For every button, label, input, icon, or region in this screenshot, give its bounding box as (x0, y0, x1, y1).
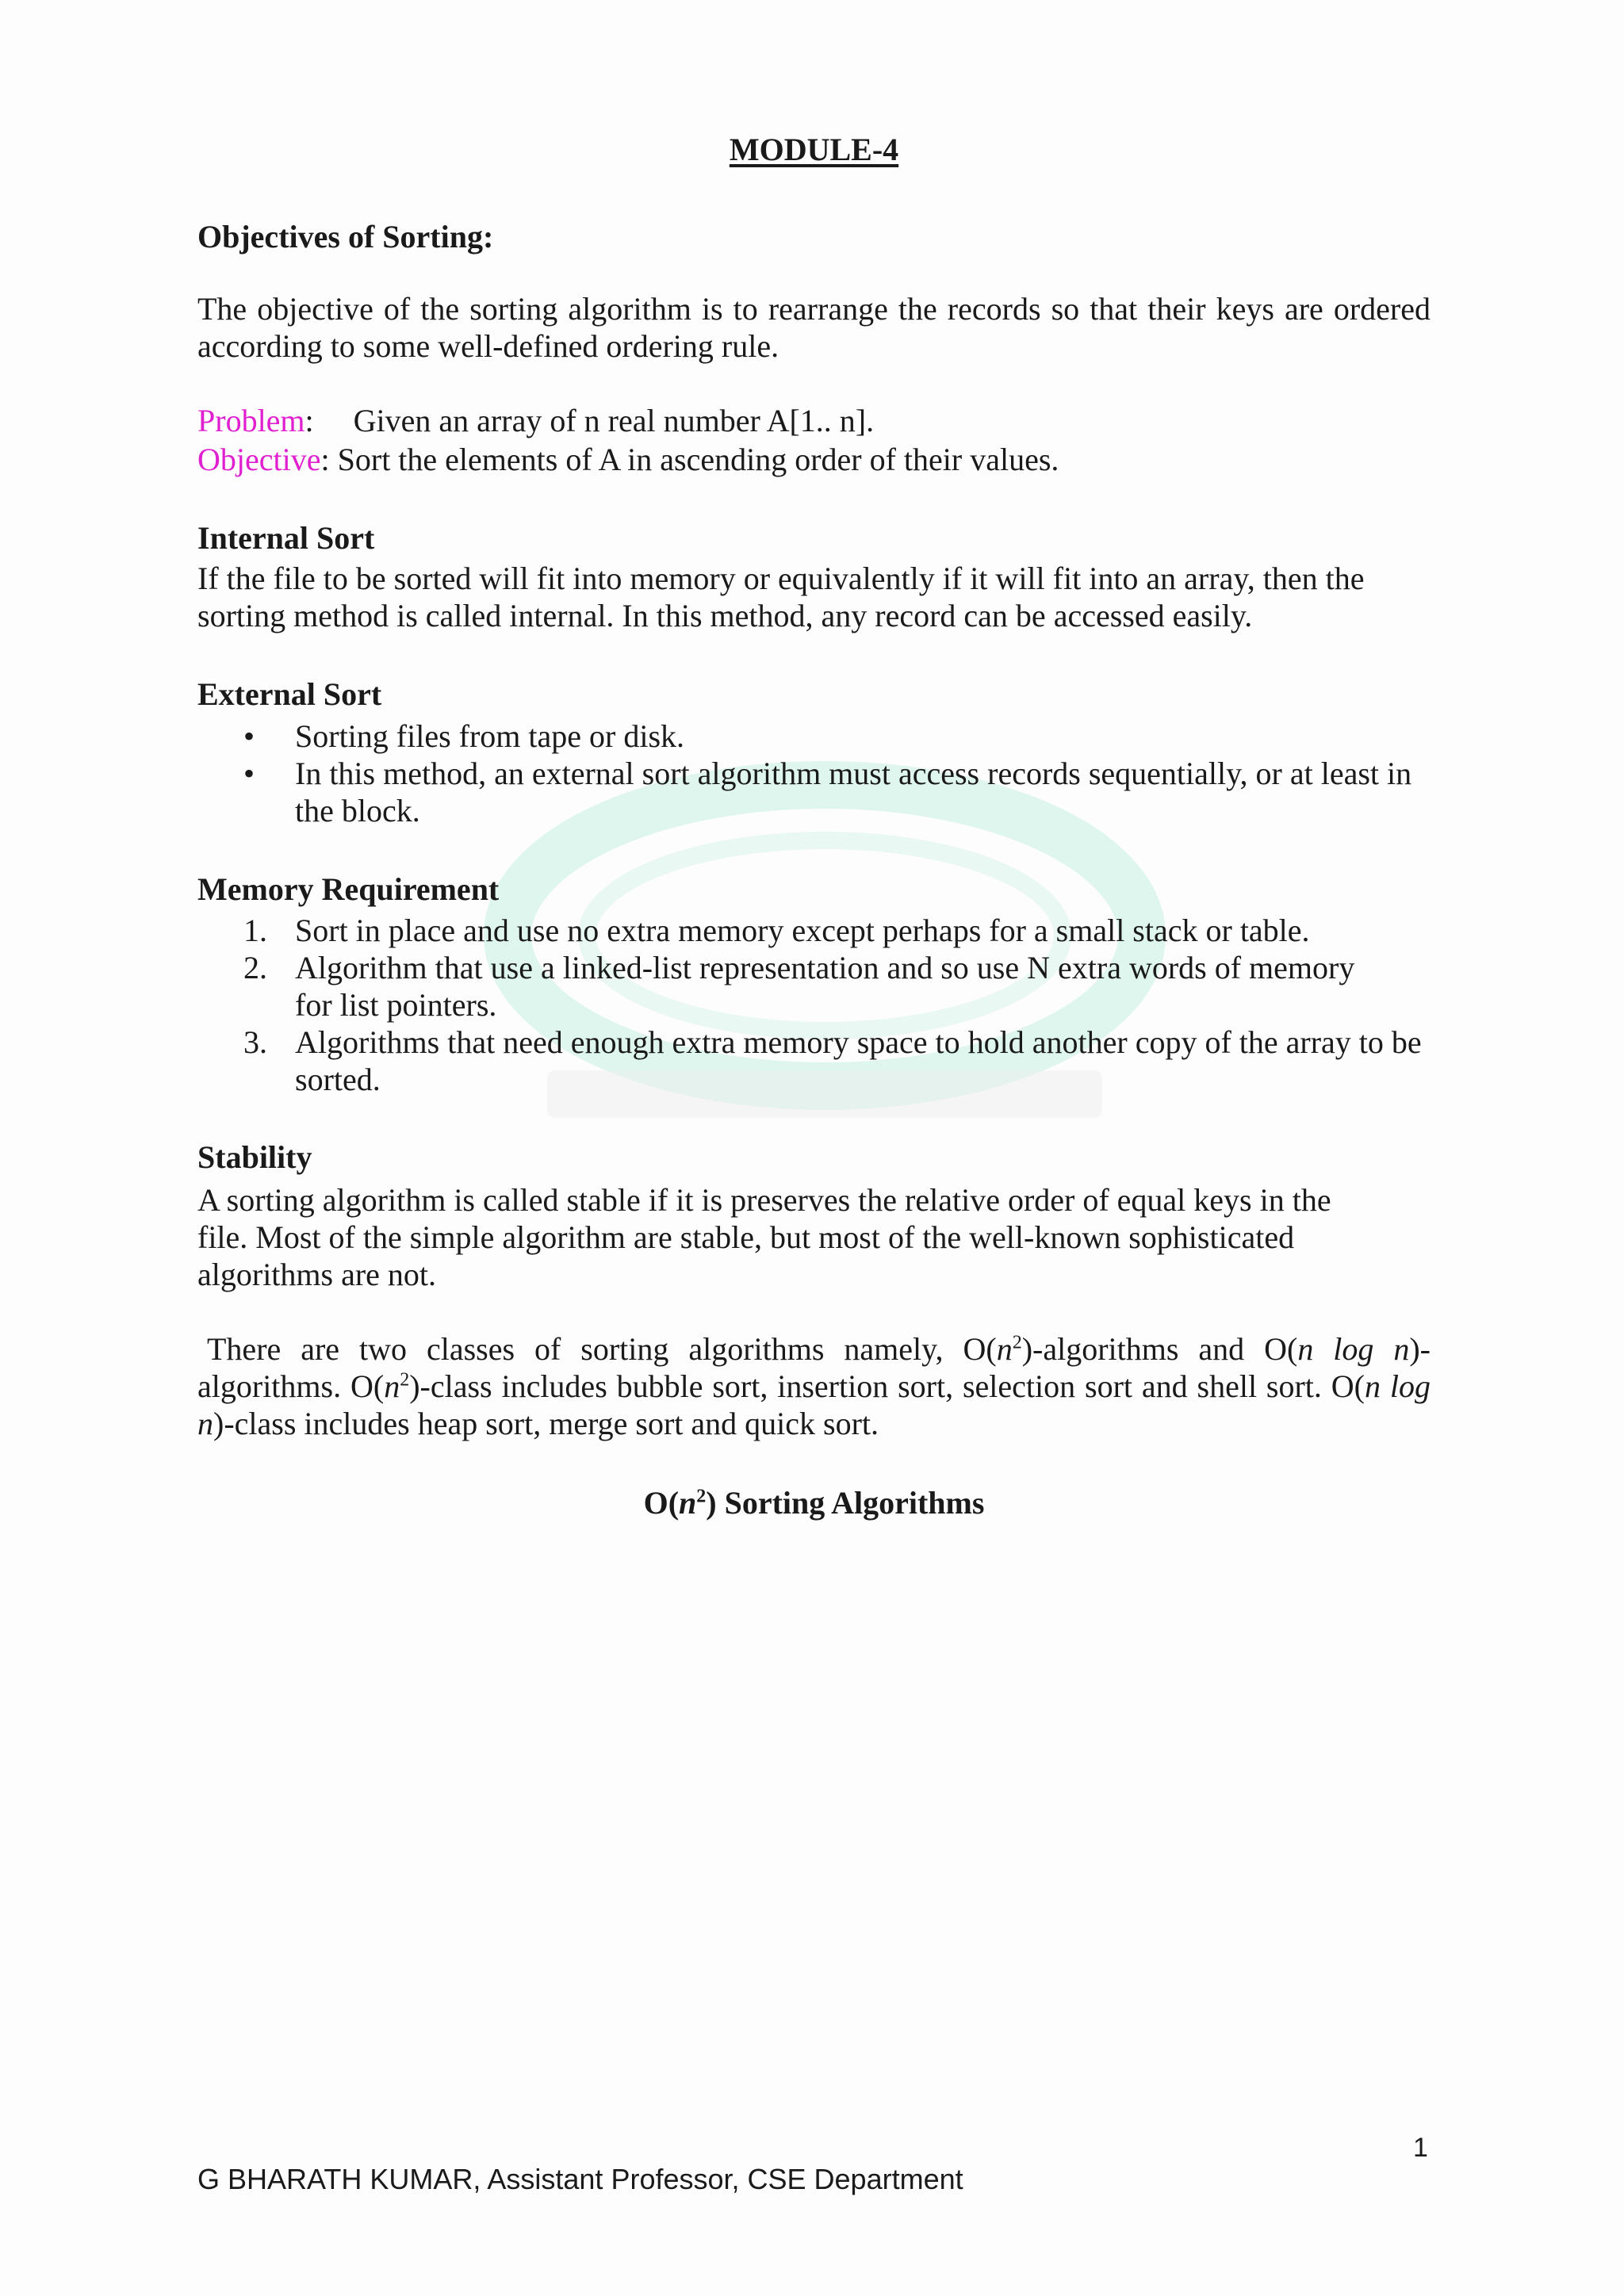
problem-text: Given an array of n real number A[1.. n]. (353, 403, 875, 438)
stability-text: A sorting algorithm is called stable if it is preserves the relative order of equal keys in the file. Most of the simple algorithm are stable, but most of the well-known sophisticated algorithms are not. (197, 1182, 1331, 1292)
list-item: 2. Algorithm that use a linked-list representation and so use N extra words of memory for list pointers. (243, 950, 1355, 1023)
sorting-classes-text: There are two classes of sorting algorithms namely, $O(n^2)$-algorithms and O(n log n)-algorithms. $O(n^2)$-class includes bubble sort, insertion sort, selection sort and shell sort. O(n log n)-class includes heap sort, merge sort and quick sort. (197, 1331, 1431, 1441)
list-item: 1. Sort in place and use no extra memory except perhaps for a small stack or table. (243, 913, 1310, 948)
internal-sort-text: If the file to be sorted will fit into memory or equivalently if it will fit into an array, then the sorting method is called internal. In this method, any record can be accessed easily. (197, 561, 1365, 633)
objectives-text: The objective of the sorting algorithm is to rearrange the records so that their keys are ordered according to some well-defined ordering rule. (197, 291, 1431, 364)
section-heading: $O(n^2)$ Sorting Algorithms (643, 1485, 985, 1521)
external-sort-list (197, 718, 1431, 829)
memory-requirement-heading: Memory Requirement (197, 871, 500, 907)
external-sort-heading: External Sort (197, 676, 382, 712)
list-item: 3. Algorithms that need enough extra memory space to hold another copy of the array to be sorted. (243, 1024, 1422, 1097)
internal-sort-heading: Internal Sort (197, 520, 375, 556)
problem-label: Problem (197, 403, 305, 438)
objective-label: Objective (197, 442, 321, 477)
objectives-heading: Objectives of Sorting: (197, 219, 494, 254)
problem-line: Problem: Given an array of n real number A[1.. n]. (197, 403, 875, 438)
memory-requirement-list (197, 912, 1431, 1098)
page-footer: G BHARATH KUMAR, Assistant Professor, CSE Department (197, 2163, 963, 2195)
page-number: 1 (1413, 2133, 1428, 2163)
page-title: MODULE-4 (729, 132, 899, 167)
objective-line: Objective: Sort the elements of A in ascending order of their values. (197, 442, 1059, 477)
list-item: • In this method, an external sort algorithm must access records sequentially, or at least in the block. (243, 756, 1412, 828)
list-item: • Sorting files from tape or disk. (243, 718, 685, 754)
objective-text: Sort the elements of A in ascending order of their values. (337, 442, 1059, 477)
stability-heading: Stability (197, 1139, 312, 1175)
